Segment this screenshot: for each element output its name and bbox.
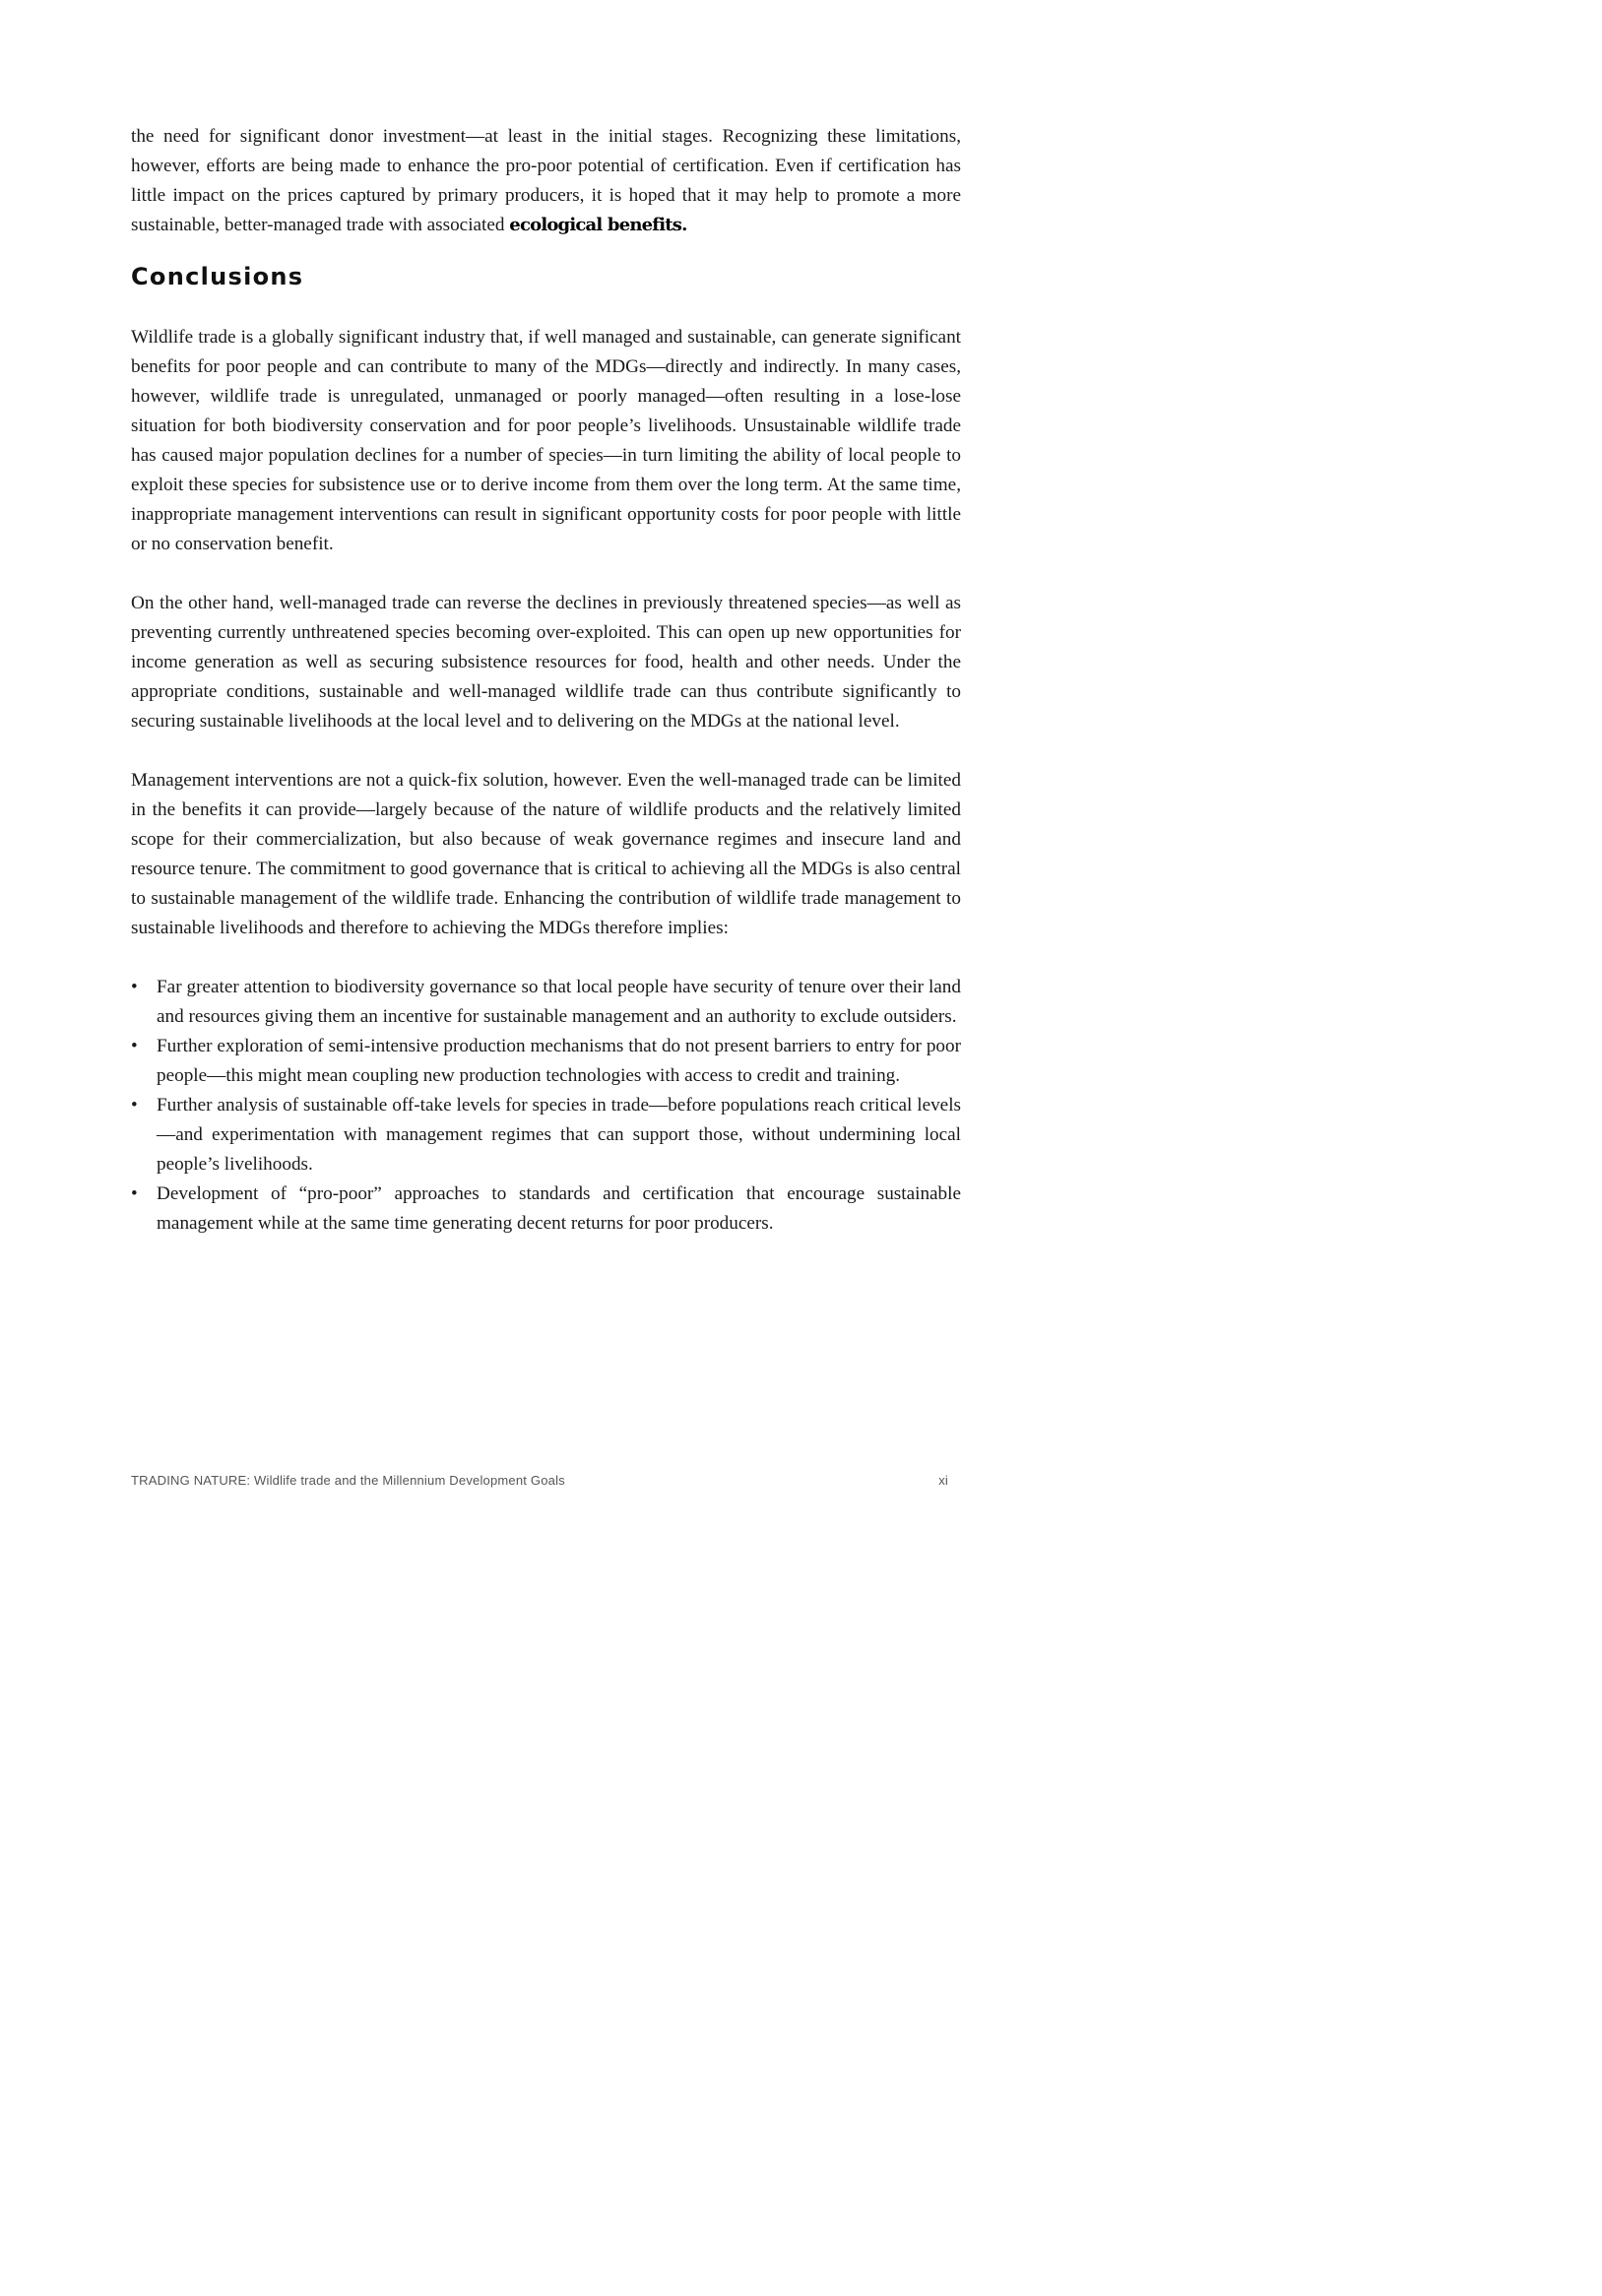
bullet-icon: • [131, 1095, 138, 1116]
bullet-icon: • [131, 977, 138, 997]
footer-title: TRADING NATURE: Wildlife trade and the Millennium Development Goals [131, 1473, 565, 1488]
conclusions-paragraph-3: Management interventions are not a quick-fix solution, however. Even the well-managed trade can be limited in the benefits it can provide—largely because of the nature of wildlife products and the relatively limited scope for their commercialization, but also because of weak governance regimes and insecure land and resource tenure. The commitment to good governance that is critical to achieving all the MDGs is also central to sustainable management of the wildlife trade. Enhancing the contribution of wildlife trade management to sustainable livelihoods and therefore to achieving the MDGs therefore implies: [131, 770, 961, 938]
list-item-text: Further analysis of sustainable off-take levels for species in trade—before populations reach critical levels—and experimentation with management regimes that can support those, without undermining local people’s livelihoods. [157, 1095, 961, 1175]
list-item-text: Further exploration of semi-intensive production mechanisms that do not present barriers to entry for poor people—this might mean coupling new production technologies with access to credit and training. [157, 1036, 961, 1086]
implications-list [131, 973, 961, 1239]
list-item-text: Far greater attention to biodiversity governance so that local people have security of tenure over their land and resources giving them an incentive for sustainable management and an authority to exclude outsiders. [157, 977, 961, 1027]
intro-paragraph-text: the need for significant donor investment—at least in the initial stages. Recognizing these limitations, however, efforts are being made to enhance the pro-poor potential of certification. Even if certification has little impact on the prices captured by primary producers, it is hoped that it may help to promote a more sustainable, better-managed trade with associated [131, 126, 961, 235]
list-item [131, 1032, 961, 1091]
bullet-icon: • [131, 1183, 138, 1204]
bullet-icon: • [131, 1036, 138, 1056]
section-heading: Conclusions [131, 263, 304, 290]
conclusions-paragraph-2: On the other hand, well-managed trade can reverse the declines in previously threatened species—as well as preventing currently unthreatened species becoming over-exploited. This can open up new opportunities for income generation as well as securing subsistence resources for food, health and other needs. Under the appropriate conditions, sustainable and well-managed wildlife trade can thus contribute significantly to securing sustainable livelihoods at the local level and to delivering on the MDGs at the national level. [131, 593, 961, 732]
list-item [131, 1091, 961, 1180]
page-number: xi [938, 1473, 948, 1488]
list-item [131, 973, 961, 1032]
document-page [131, 122, 961, 1239]
intro-paragraph [131, 122, 961, 240]
conclusions-paragraph-1: Wildlife trade is a globally significant industry that, if well managed and sustainable, can generate significant benefits for poor people and can contribute to many of the MDGs—directly and indirectly. In many cases, however, wildlife trade is unregulated, unmanaged or poorly managed—often resulting in a lose-lose situation for both biodiversity conservation and for poor people’s livelihoods. Unsustainable wildlife trade has caused major population declines for a number of species—in turn limiting the ability of local people to exploit these species for subsistence use or to derive income from them over the long term. At the same time, inappropriate management interventions can result in significant opportunity costs for poor people with little or no conservation benefit. [131, 327, 961, 554]
list-item-text: Development of “pro-poor” approaches to standards and certification that encourage sustainable management while at the same time generating decent returns for poor producers. [157, 1183, 961, 1234]
intro-bold-term: ecological benefits. [509, 215, 687, 235]
list-item [131, 1180, 961, 1239]
